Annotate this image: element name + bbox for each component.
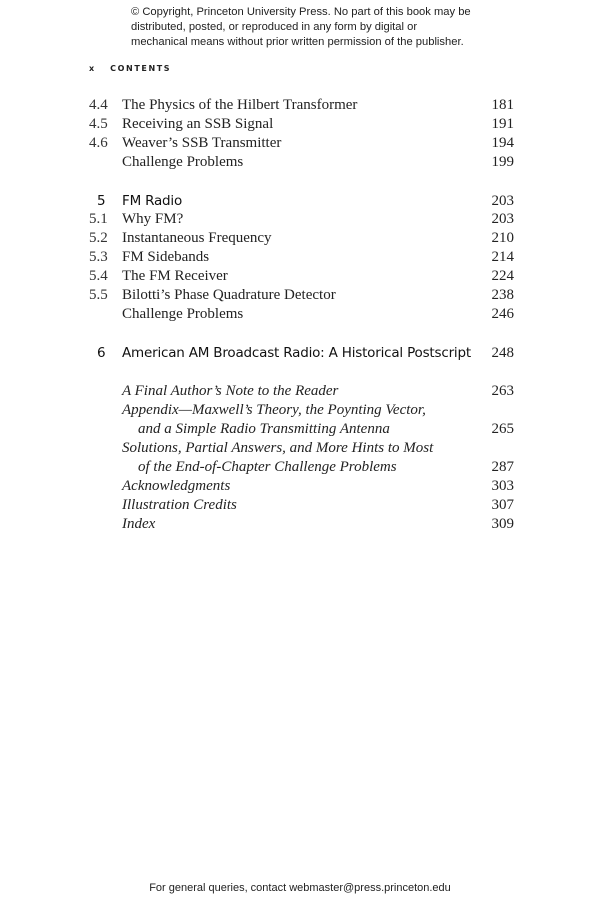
page-number: 203 <box>491 211 514 227</box>
page-folio: x <box>89 64 96 73</box>
toc-entry[interactable] <box>0 230 600 249</box>
entry-title: Illustration Credits <box>122 497 237 513</box>
page-number: 203 <box>491 193 514 209</box>
page-number: 181 <box>491 97 514 113</box>
page-number: 224 <box>491 268 514 284</box>
toc-backmatter-entry-continuation[interactable] <box>0 421 600 440</box>
running-head-label: CONTENTS <box>110 64 172 73</box>
toc-backmatter-entry[interactable] <box>0 440 600 459</box>
page-number: 194 <box>491 135 514 151</box>
section-number: 5.2 <box>89 230 108 246</box>
section-number: 5.4 <box>89 268 108 284</box>
toc-chapter-entry[interactable] <box>0 345 600 364</box>
entry-title: Challenge Problems <box>122 306 244 322</box>
chapter-title: FM Radio <box>122 193 183 209</box>
toc-entry[interactable] <box>0 249 600 268</box>
toc-entry[interactable] <box>0 268 600 287</box>
page-number: 287 <box>491 459 514 475</box>
footer-contact: For general queries, contact webmaster@press.princeton.edu <box>149 882 451 894</box>
page-number: 191 <box>491 116 514 132</box>
entry-title: Index <box>122 516 156 532</box>
toc-entry[interactable] <box>0 135 600 154</box>
toc-backmatter-entry-continuation[interactable] <box>0 459 600 478</box>
running-head <box>89 64 171 73</box>
toc-backmatter-entry[interactable] <box>0 383 600 402</box>
page-number: 238 <box>491 287 514 303</box>
toc-backmatter-entry[interactable] <box>0 497 600 516</box>
section-number: 5.3 <box>89 249 108 265</box>
entry-title: Appendix—Maxwell’s Theory, the Poynting Vector, <box>122 402 426 418</box>
toc-backmatter-entry[interactable] <box>0 516 600 535</box>
page-number: 263 <box>491 383 514 399</box>
page-number: 265 <box>491 421 514 437</box>
section-number: 5.5 <box>89 287 108 303</box>
entry-title: and a Simple Radio Transmitting Antenna <box>138 421 390 437</box>
page-number: 307 <box>491 497 514 513</box>
toc-backmatter-entry[interactable] <box>0 402 600 421</box>
toc-entry[interactable] <box>0 154 600 173</box>
entry-title: Bilotti’s Phase Quadrature Detector <box>122 287 336 303</box>
entry-title: FM Sidebands <box>122 249 210 265</box>
entry-title: Weaver’s SSB Transmitter <box>122 135 282 151</box>
entry-title: of the End-of-Chapter Challenge Problems <box>138 459 397 475</box>
toc-backmatter-entry[interactable] <box>0 478 600 497</box>
entry-title: Receiving an SSB Signal <box>122 116 274 132</box>
page-number: 246 <box>491 306 514 322</box>
page-number: 309 <box>491 516 514 532</box>
entry-title: The Physics of the Hilbert Transformer <box>122 97 358 113</box>
toc-entry[interactable] <box>0 211 600 230</box>
toc-entry[interactable] <box>0 97 600 116</box>
entry-title: A Final Author’s Note to the Reader <box>122 383 339 399</box>
copyright-notice: © Copyright, Princeton University Press. No part of this book may be distributed, posted, or reproduced in any form by digital or mechanical means without prior written permission of the publisher. <box>131 6 471 48</box>
entry-title: Challenge Problems <box>122 154 244 170</box>
chapter-number: 5 <box>97 193 106 209</box>
entry-title: Why FM? <box>122 211 184 227</box>
toc-entry[interactable] <box>0 306 600 325</box>
page-number: 248 <box>491 345 514 361</box>
section-number: 4.5 <box>89 116 108 132</box>
entry-title: The FM Receiver <box>122 268 228 284</box>
entry-title: Instantaneous Frequency <box>122 230 272 246</box>
entry-title: Solutions, Partial Answers, and More Hints to Most <box>122 440 434 456</box>
section-number: 4.6 <box>89 135 108 151</box>
toc-entry[interactable] <box>0 287 600 306</box>
page-number: 199 <box>491 154 514 170</box>
page-number: 214 <box>491 249 514 265</box>
page-number: 210 <box>491 230 514 246</box>
page-number: 303 <box>491 478 514 494</box>
toc-chapter-entry[interactable] <box>0 193 600 212</box>
entry-title: Acknowledgments <box>122 478 231 494</box>
toc-entry[interactable] <box>0 116 600 135</box>
section-number: 4.4 <box>89 97 108 113</box>
section-number: 5.1 <box>89 211 108 227</box>
chapter-title: American AM Broadcast Radio: A Historical Postscript <box>122 345 471 361</box>
chapter-number: 6 <box>97 345 106 361</box>
